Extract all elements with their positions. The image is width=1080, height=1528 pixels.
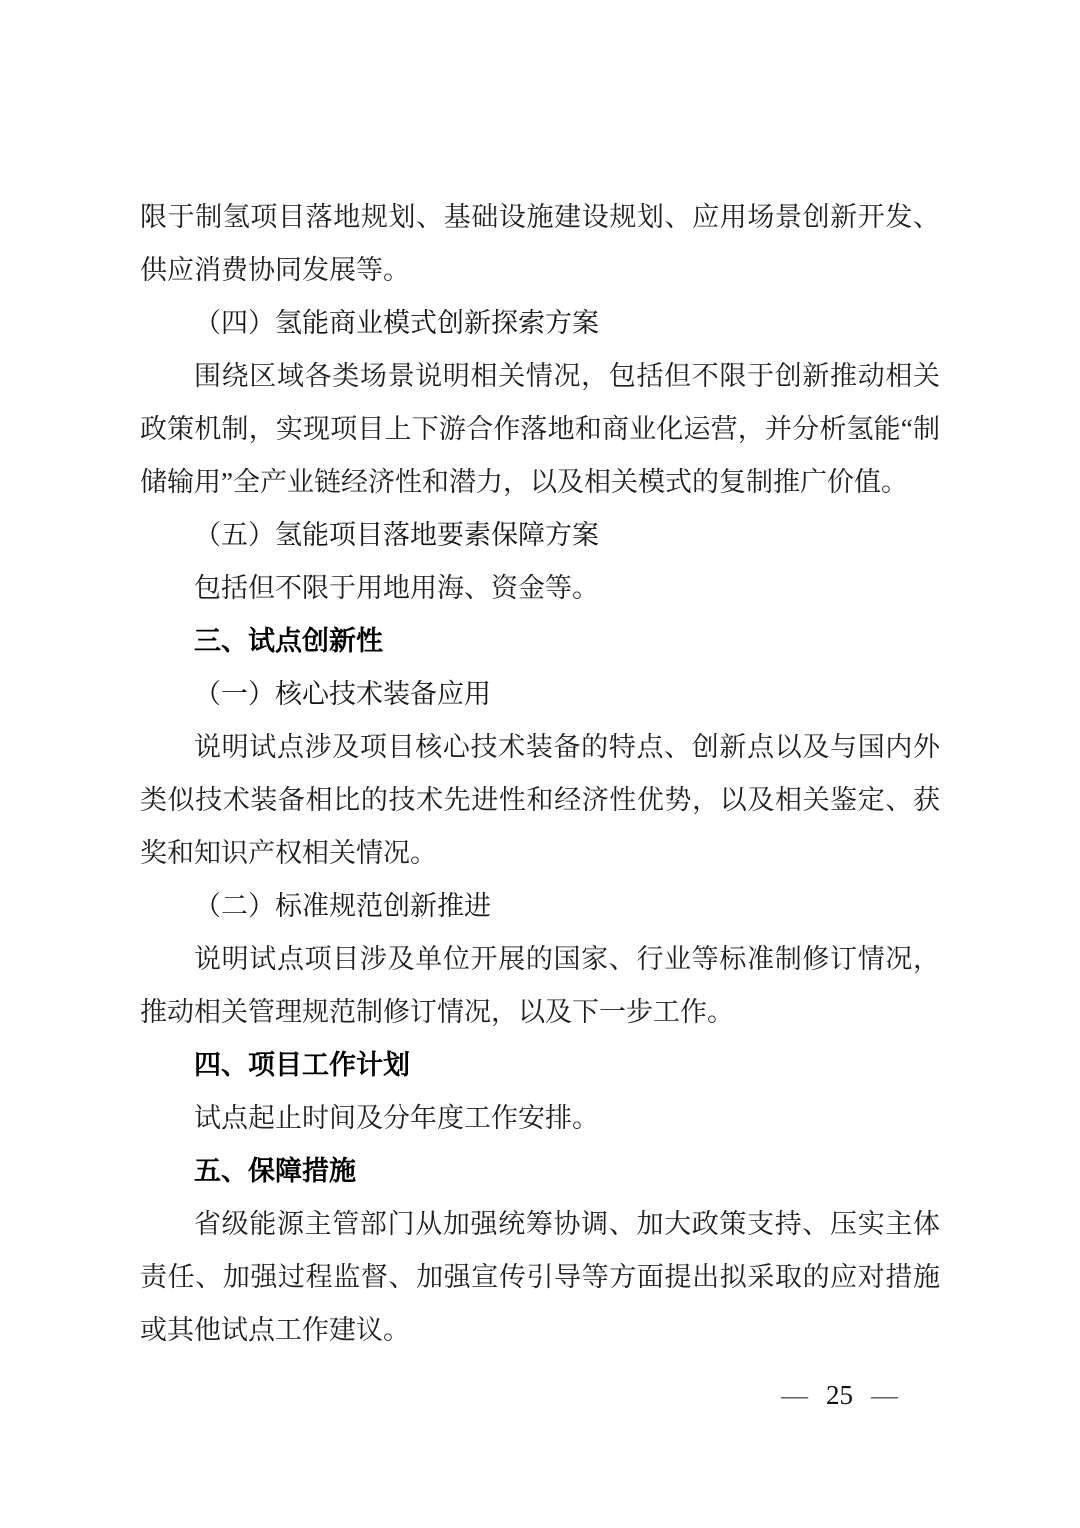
paragraph-work-plan-detail: 试点起止时间及分年度工作安排。 (194, 1103, 599, 1133)
paragraph-business-model-detail: 围绕区域各类场景说明相关情况，包括但不限于创新推动相关政策机制，实现项目上下游合作落地和商业化运营，并分析氢能“制储输用”全产业链经济性和潜力，以及相关模式的复制推广价值。 (140, 361, 940, 497)
paragraph-standards-detail: 说明试点项目涉及单位开展的国家、行业等标准制修订情况，推动相关管理规范制修订情况，以及下一步工作。 (140, 944, 940, 1027)
subheading-4-hydrogen-business-model: （四）氢能商业模式创新探索方案 (194, 308, 599, 338)
document-body (140, 191, 940, 1357)
page-number-value: 25 (826, 1380, 853, 1410)
subheading-1-core-tech-equipment: （一）核心技术装备应用 (194, 679, 491, 709)
page-number-dash-left: — (781, 1380, 808, 1410)
page-number (781, 1375, 898, 1415)
paragraph-element-guarantee-detail: 包括但不限于用地用海、资金等。 (194, 573, 599, 603)
page-number-dash-right: — (871, 1380, 898, 1410)
heading-3-pilot-innovation: 三、试点创新性 (194, 626, 383, 656)
subheading-5-project-element-guarantee: （五）氢能项目落地要素保障方案 (194, 520, 599, 550)
paragraph-guarantee-measures-detail: 省级能源主管部门从加强统筹协调、加大政策支持、压实主体责任、加强过程监督、加强宣传引导等方面提出拟采取的应对措施或其他试点工作建议。 (140, 1209, 940, 1345)
heading-4-project-work-plan: 四、项目工作计划 (194, 1050, 410, 1080)
heading-5-guarantee-measures: 五、保障措施 (194, 1156, 356, 1186)
subheading-2-standards-innovation: （二）标准规范创新推进 (194, 891, 491, 921)
paragraph-core-tech-detail: 说明试点涉及项目核心技术装备的特点、创新点以及与国内外类似技术装备相比的技术先进性和经济性优势，以及相关鉴定、获奖和知识产权相关情况。 (140, 732, 940, 868)
paragraph-continuation: 限于制氢项目落地规划、基础设施建设规划、应用场景创新开发、供应消费协同发展等。 (140, 202, 940, 285)
